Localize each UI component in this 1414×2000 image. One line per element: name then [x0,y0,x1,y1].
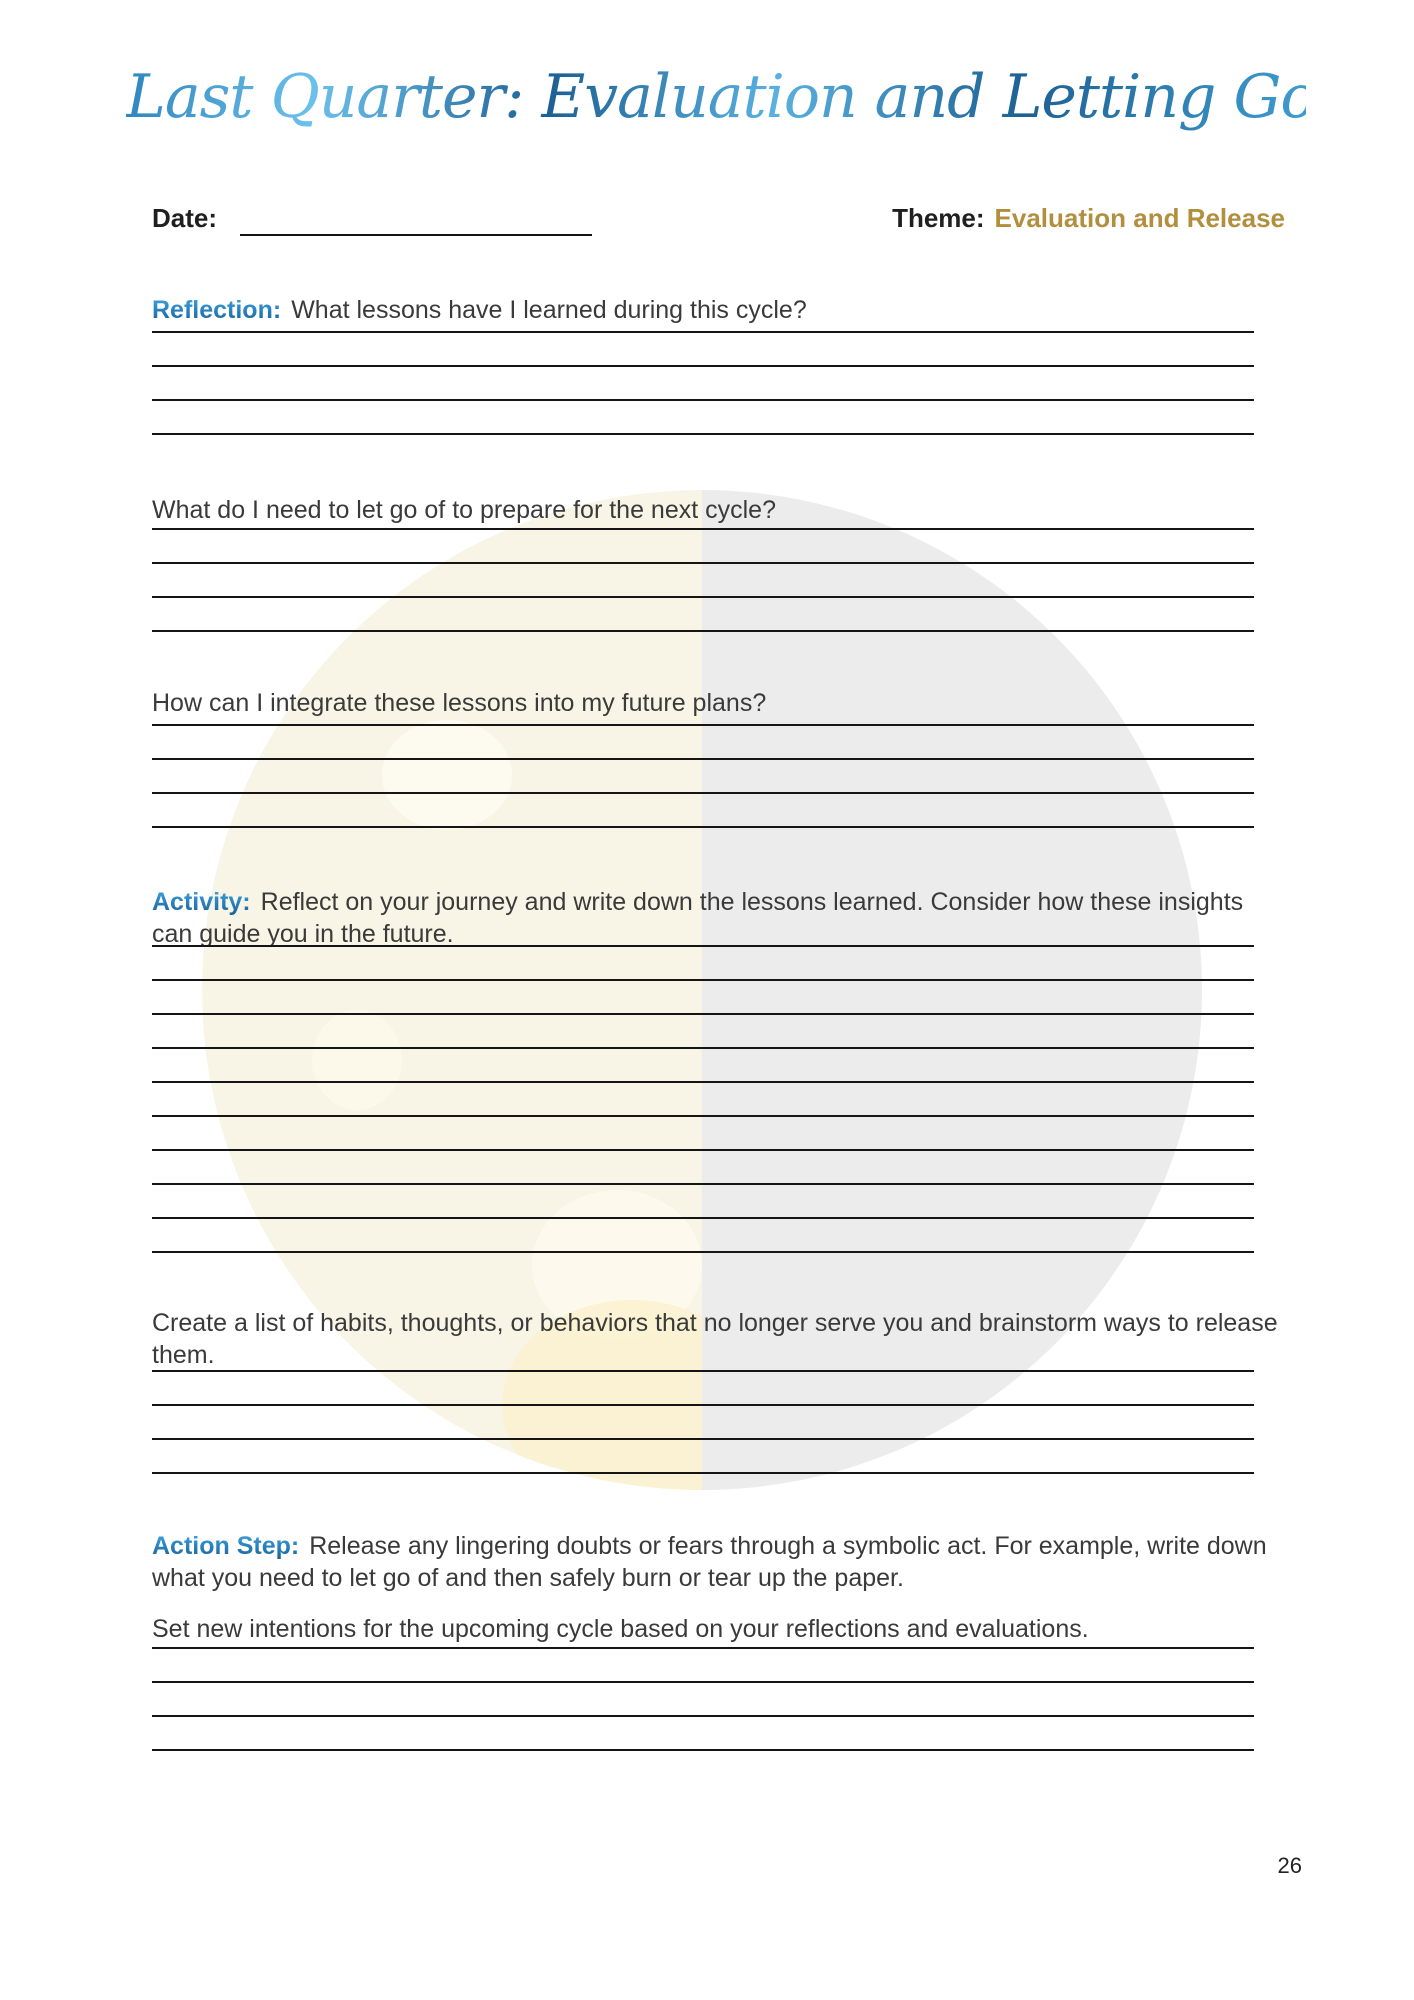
writing-line[interactable] [152,792,1254,794]
letting-go-question: What do I need to let go of to prepare for the next cycle? [152,496,776,524]
reflection-label: Reflection: [152,296,282,324]
habits-list-writing-lines [152,1370,1254,1506]
writing-line[interactable] [152,1047,1254,1049]
writing-line[interactable] [152,724,1254,726]
writing-line[interactable] [152,596,1254,598]
date-fill-in-line[interactable] [240,234,592,236]
writing-line[interactable] [152,1149,1254,1151]
date-label: Date: [152,203,218,233]
writing-line[interactable] [152,826,1254,828]
theme-group [892,203,1285,234]
activity-writing-lines [152,945,1254,1285]
page-title: Last Quarter: Evaluation and Letting Go [126,62,1316,132]
activity-text: Reflect on your journey and write down the lessons learned. Consider how these insights can guide you in the future. [152,888,1244,948]
intentions-writing-lines [152,1647,1254,1783]
writing-line[interactable] [152,979,1254,981]
writing-line[interactable] [152,1081,1254,1083]
writing-line[interactable] [152,433,1254,435]
action-step-paragraph [152,1531,1277,1594]
writing-line[interactable] [152,1115,1254,1117]
writing-line[interactable] [152,1370,1254,1372]
writing-line[interactable] [152,1749,1254,1751]
letting-go-writing-lines [152,528,1254,664]
writing-line[interactable] [152,1217,1254,1219]
writing-line[interactable] [152,1715,1254,1717]
writing-line[interactable] [152,1438,1254,1440]
writing-line[interactable] [152,528,1254,530]
integrate-question: How can I integrate these lessons into my future plans? [152,689,767,717]
action-step-label: Action Step: [152,1532,300,1560]
writing-line[interactable] [152,945,1254,947]
reflection-writing-lines [152,331,1254,467]
theme-value: Evaluation and Release [994,203,1285,233]
writing-line[interactable] [152,1183,1254,1185]
action-step-text: Release any lingering doubts or fears through a symbolic act. For example, write down what you need to let go of and then safely burn or tear up the paper. [152,1532,1267,1592]
writing-line[interactable] [152,1404,1254,1406]
intentions-sentence: Set new intentions for the upcoming cycle based on your reflections and evaluations. [152,1615,1089,1643]
writing-line[interactable] [152,1251,1254,1253]
habits-list-paragraph: Create a list of habits, thoughts, or behaviors that no longer serve you and brainstorm ways to release them. [152,1309,1278,1369]
writing-line[interactable] [152,1013,1254,1015]
writing-line[interactable] [152,365,1254,367]
writing-line[interactable] [152,1681,1254,1683]
reflection-question [152,295,1272,327]
header-row [152,203,1285,234]
writing-line[interactable] [152,1647,1254,1649]
writing-line[interactable] [152,758,1254,760]
writing-line[interactable] [152,1472,1254,1474]
integrate-writing-lines [152,724,1254,860]
activity-paragraph [152,887,1270,950]
writing-line[interactable] [152,331,1254,333]
activity-label: Activity: [152,888,251,916]
writing-line[interactable] [152,630,1254,632]
theme-label: Theme: [892,203,985,233]
writing-line[interactable] [152,399,1254,401]
reflection-question-text: What lessons have I learned during this cycle? [291,296,807,324]
writing-line[interactable] [152,562,1254,564]
page-number: 26 [1277,1853,1302,1878]
